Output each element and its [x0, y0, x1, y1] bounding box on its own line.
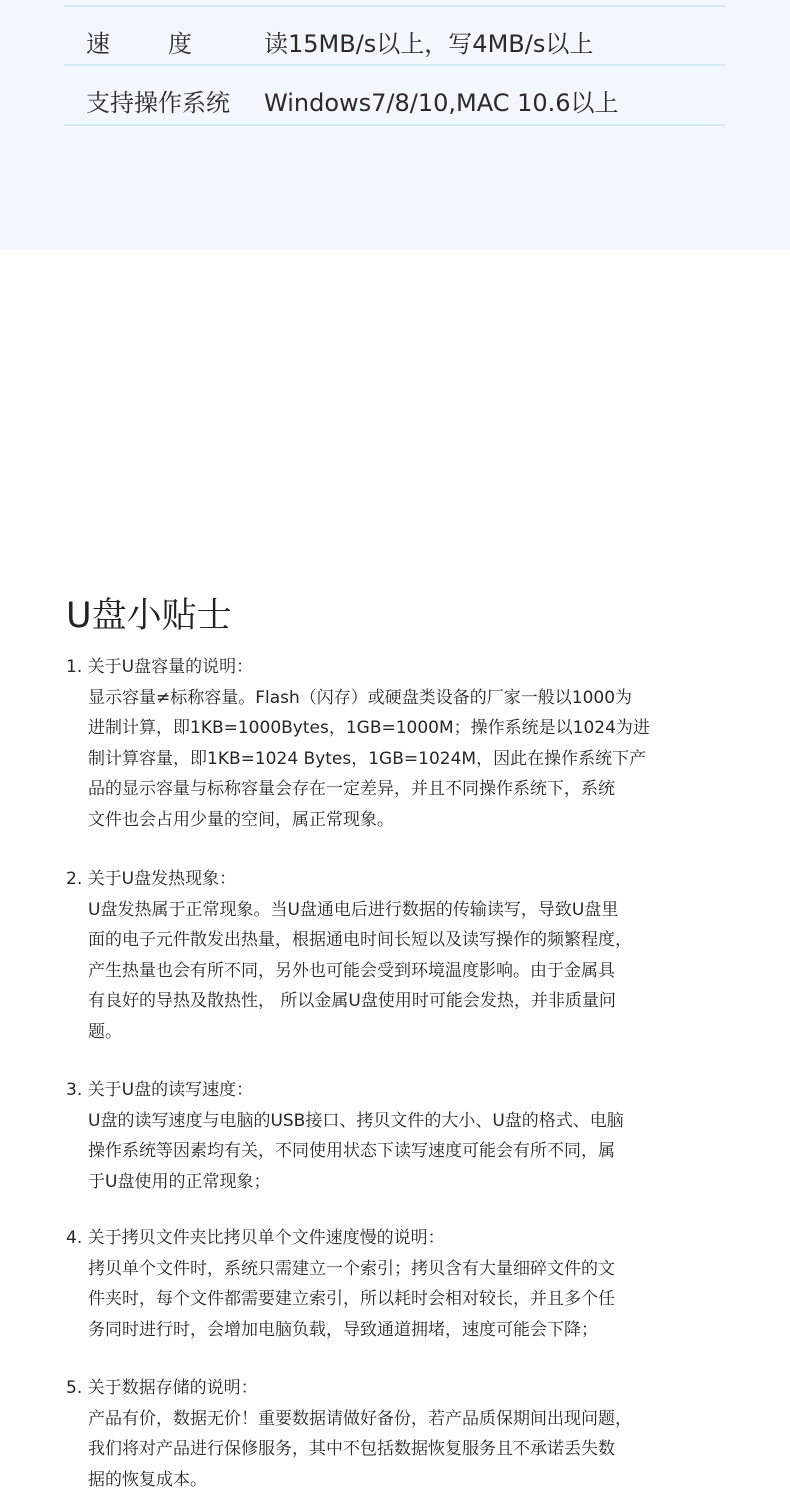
spec-table	[0, 0, 790, 250]
table-divider	[64, 5, 725, 7]
tip-item	[66, 864, 746, 1047]
spec-row-speed	[64, 12, 725, 70]
spec-value: Windows7/8/10,MAC 10.6以上	[264, 83, 619, 118]
tip-item	[66, 1075, 746, 1197]
tip-line: 操作系统等因素均有关，不同使用状态下读写速度可能会有所不同，属	[66, 1136, 746, 1167]
tip-line: 品的显示容量与标称容量会存在一定差异，并且不同操作系统下，系统	[66, 774, 746, 805]
spec-label: 支持操作系统	[64, 83, 264, 118]
tip-line: 面的电子元件散发出热量，根据通电时间长短以及读写操作的频繁程度，	[66, 925, 746, 956]
tip-heading: 3. 关于U盘的读写速度：	[66, 1075, 746, 1106]
tip-line: 我们将对产品进行保修服务，其中不包括数据恢复服务且不承诺丢失数	[66, 1434, 746, 1465]
tip-line: 有良好的导热及散热性， 所以金属U盘使用时可能会发热，并非质量问	[66, 986, 746, 1017]
tip-item	[66, 1223, 746, 1345]
spec-label: 速度	[64, 24, 264, 59]
tip-item	[66, 1373, 746, 1495]
tip-line: 据的恢复成本。	[66, 1465, 746, 1495]
tip-line: U盘的读写速度与电脑的USB接口、拷贝文件的大小、U盘的格式、电脑	[66, 1106, 746, 1137]
tip-item	[66, 652, 746, 835]
tip-line: 产品有价，数据无价！重要数据请做好备份，若产品质保期间出现问题，	[66, 1404, 746, 1435]
tip-line: 文件也会占用少量的空间，属正常现象。	[66, 805, 746, 836]
tip-line: 拷贝单个文件时，系统只需建立一个索引；拷贝含有大量细碎文件的文	[66, 1254, 746, 1285]
tip-line: 制计算容量，即1KB=1024 Bytes，1GB=1024M，因此在操作系统下产	[66, 744, 746, 775]
tip-heading: 4. 关于拷贝文件夹比拷贝单个文件速度慢的说明：	[66, 1223, 746, 1254]
tip-line: 产生热量也会有所不同，另外也可能会受到环境温度影响。由于金属具	[66, 956, 746, 987]
table-divider	[64, 124, 725, 126]
tip-heading: 1. 关于U盘容量的说明：	[66, 652, 746, 683]
tip-line: 于U盘使用的正常现象；	[66, 1167, 746, 1198]
tip-line: 务同时进行时，会增加电脑负载，导致通道拥堵，速度可能会下降；	[66, 1315, 746, 1346]
tip-line: 显示容量≠标称容量。Flash（闪存）或硬盘类设备的厂家一般以1000为	[66, 683, 746, 714]
tip-line: 件夹时，每个文件都需要建立索引，所以耗时会相对较长，并且多个任	[66, 1284, 746, 1315]
tip-heading: 5. 关于数据存储的说明：	[66, 1373, 746, 1404]
table-divider	[64, 64, 725, 66]
spec-value: 读15MB/s以上，写4MB/s以上	[264, 24, 593, 59]
tip-line: 进制计算，即1KB=1000Bytes，1GB=1000M；操作系统是以1024为进	[66, 713, 746, 744]
tip-line: 题。	[66, 1017, 746, 1048]
spec-row-os	[64, 71, 725, 129]
section-title: U盘小贴士	[66, 588, 232, 638]
tip-heading: 2. 关于U盘发热现象：	[66, 864, 746, 895]
tip-line: U盘发热属于正常现象。当U盘通电后进行数据的传输读写，导致U盘里	[66, 895, 746, 926]
